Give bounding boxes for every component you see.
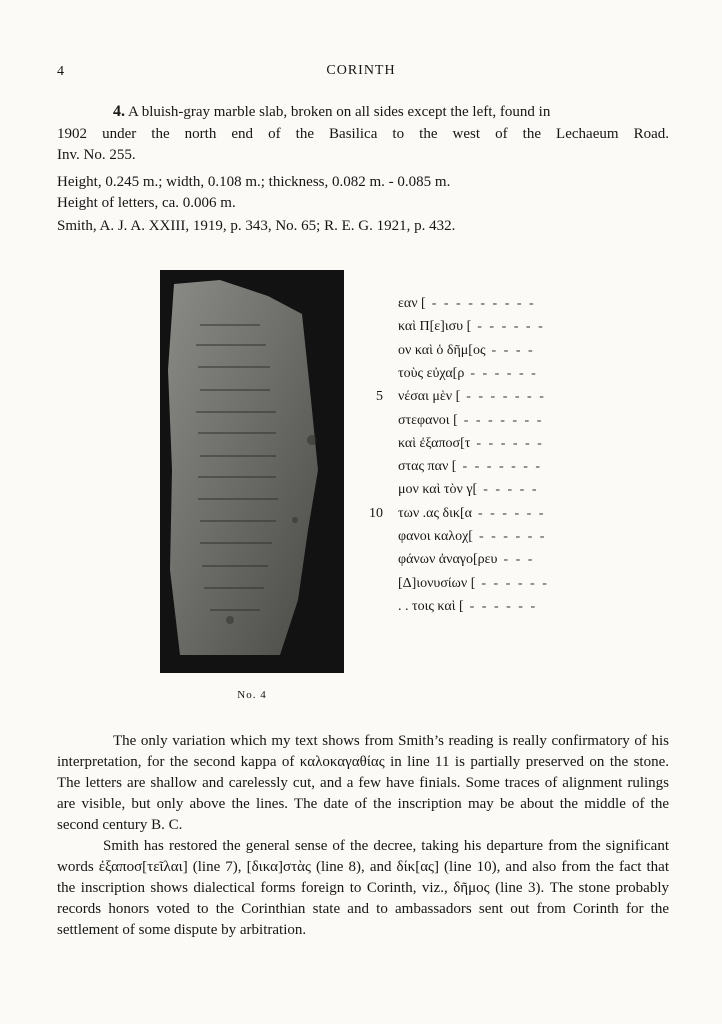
lacuna-dashes: - - - — [503, 552, 535, 567]
transcription-line — [398, 573, 549, 595]
page-number: 4 — [57, 64, 64, 79]
line-number: 10 — [369, 506, 383, 521]
lacuna-dashes: - - - - — [491, 343, 535, 358]
transcription-text: φάνων ἀναγο[ρευ — [398, 552, 498, 567]
lacuna-dashes: - - - - - - — [470, 366, 538, 381]
commentary-paragraph-1: The only variation which my text shows from Smith’s reading is really confirmatory of his interpretation, for the second kappa of καλοκαγαθίας in line 11 is partially preserved on the stone. The letters are shallow and carelessly cut, and a few have finials. Some traces of alignment rulings are visible, but only above the lines. The date of the inscription may be about the middle of the second century B. C. — [57, 733, 669, 833]
stone-slab-image — [160, 270, 344, 673]
transcription-line — [398, 526, 546, 548]
line-number — [343, 410, 383, 432]
transcription-line — [398, 549, 534, 571]
line-number — [343, 363, 383, 385]
transcription-line — [398, 596, 537, 618]
transcription-line — [398, 316, 545, 338]
transcription-text: των .ας δικ[α — [398, 506, 472, 521]
transcription-text: νέσαι μὲν [ — [398, 389, 461, 404]
line-number — [343, 456, 383, 478]
lacuna-dashes: - - - - - - - — [466, 389, 546, 404]
line-number — [343, 433, 383, 455]
entry-bibliography: Smith, A. J. A. XXIII, 1919, p. 343, No. 65; R. E. G. 1921, p. 432. — [57, 218, 456, 234]
lacuna-dashes: - - - - - - — [476, 436, 544, 451]
entry-letter-height: Height of letters, ca. 0.006 m. — [57, 195, 236, 211]
transcription-text: στας παν [ — [398, 459, 457, 474]
lacuna-dashes: - - - - - - - — [462, 459, 543, 474]
entry-number: 4. — [113, 103, 125, 120]
transcription-line — [398, 503, 545, 525]
transcription-text: . . τοις καὶ [ — [398, 599, 464, 614]
line-number: 5 — [376, 389, 383, 404]
transcription-line — [398, 479, 539, 501]
entry-description-text: A bluish-gray marble slab, broken on all sides except the left, found in — [127, 104, 551, 120]
entry-dimensions: Height, 0.245 m.; width, 0.108 m.; thickness, 0.082 m. - 0.085 m. — [57, 174, 451, 190]
line-number — [343, 316, 383, 338]
transcription-text: [Δ]ιονυσίων [ — [398, 576, 476, 591]
transcription-line — [398, 340, 535, 362]
lacuna-dashes: - - - - - - - - - — [431, 296, 536, 311]
transcription-text: μον καὶ τὸν γ[ — [398, 482, 478, 497]
figure-caption: No. 4 — [237, 689, 267, 701]
lacuna-dashes: - - - - - — [483, 482, 539, 497]
commentary — [57, 731, 669, 941]
line-number — [343, 573, 383, 595]
lacuna-dashes: - - - - - - — [469, 599, 538, 614]
lacuna-dashes: - - - - - - — [478, 529, 547, 544]
transcription-line — [398, 433, 544, 455]
transcription-line — [398, 363, 538, 385]
commentary-paragraph-2: Smith has restored the general sense of the decree, taking his departure from the significant words ἐξαποσ[τεῖλαι] (line 7), [δικα]στὰς (line 8), and δίκ[ας] (line 10), and also from the fact that the inscription shows dialectical forms foreign to Corinth, viz., δῆμος (line 3). The stone probably records honors voted to the Corinthian state and to ambassadors sent out from Corinth for the settlement of some dispute by arbitration. — [57, 838, 669, 938]
line-number — [343, 293, 383, 315]
entry-inventory: Inv. No. 255. — [57, 147, 136, 163]
transcription-line — [398, 386, 546, 408]
entry-description-line2: 1902 under the north end of the Basilica to the west of the Lechaeum Road. — [57, 126, 669, 142]
transcription-line — [398, 293, 536, 315]
transcription-text: ον καὶ ὁ δῆμ[ος — [398, 343, 486, 358]
transcription-text: φανοι καλοχ[ — [398, 529, 473, 544]
lacuna-dashes: - - - - - - — [477, 319, 545, 334]
transcription-text: στεφανοι [ — [398, 413, 458, 428]
line-number — [343, 479, 383, 501]
transcription-text: εαν [ — [398, 296, 426, 311]
line-number — [343, 340, 383, 362]
lacuna-dashes: - - - - - - - — [463, 413, 544, 428]
entry-description-line1 — [57, 101, 669, 123]
lacuna-dashes: - - - - - - — [481, 576, 549, 591]
line-number — [343, 526, 383, 548]
line-number — [343, 596, 383, 618]
lacuna-dashes: - - - - - - — [477, 506, 546, 521]
transcription-line — [398, 456, 542, 478]
transcription-line — [398, 410, 543, 432]
running-title: CORINTH — [326, 63, 396, 78]
transcription-text: καὶ ἐξαποσ[τ — [398, 436, 471, 451]
inscription-photograph — [160, 270, 344, 673]
line-number — [343, 549, 383, 571]
transcription-text: τοὺς εὐχα[ρ — [398, 366, 465, 381]
transcription-text: καὶ Π[ε]ισυ [ — [398, 319, 472, 334]
